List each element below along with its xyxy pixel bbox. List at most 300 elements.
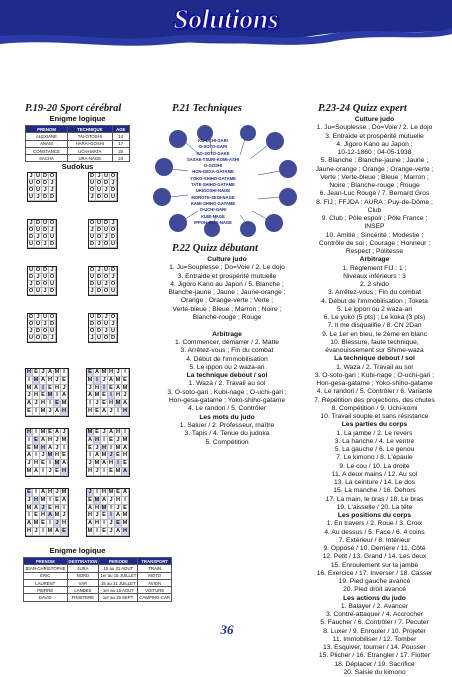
sudoku-grid [88, 219, 118, 249]
sudoku-cell: O [49, 173, 55, 179]
answer-line: Club [367, 206, 382, 214]
answer-line: Respect ; Politesse [345, 248, 404, 255]
sudoku-cell: D [110, 234, 116, 240]
sudoku-cell: D [28, 274, 34, 280]
table-row [24, 565, 172, 572]
sudoku-cell: O [35, 335, 41, 341]
answer-line: 20. Pied droit avancé [343, 586, 406, 594]
letter-cell: E [94, 408, 101, 416]
answer-line: 4. Début de l'immobilisation [186, 355, 268, 363]
letter-cell: E [47, 385, 54, 393]
letter-cell: E [33, 369, 40, 377]
sudoku-cell: O [110, 173, 116, 179]
letter-cell: E [115, 520, 122, 528]
letter-grid [86, 428, 130, 477]
letter-cell: E [122, 460, 129, 468]
sudoku-cell: J [110, 220, 117, 227]
answer-line: 3. Entraide et prospérité mutuelle [325, 132, 424, 140]
letter-cell: I [47, 400, 54, 408]
letter-cell: A [54, 429, 60, 435]
sudoku-cell: U [42, 314, 48, 320]
sudoku-cell: U [110, 194, 116, 200]
answer-line: 3. Tapis / 4. Tenue du judoka [184, 430, 270, 438]
letter-cell: M [94, 496, 100, 503]
sudoku-cell: U [28, 194, 34, 200]
sudoku-cell: O [103, 194, 109, 200]
letter-cell: H [26, 369, 32, 375]
sudoku-cell: J [103, 234, 110, 241]
sudoku-cell: U [35, 227, 41, 233]
sudoku-cell: D [96, 314, 102, 320]
sudoku-cell: D [103, 220, 109, 226]
section-title-techniques: P.21 Techniques [172, 103, 243, 114]
letter-cell: J [122, 392, 129, 400]
answer-line: 13. La ceinture / 14. Le dos [333, 479, 416, 486]
sudoku-cell: J [49, 187, 56, 194]
answer-line: 1. Saluer / 2. Professeur, maître [179, 421, 275, 429]
answer-line: Verte ; Verte-bleue ; Bleue ; Marron ; [320, 173, 429, 181]
logic2-table [23, 557, 172, 602]
sudoku-cell: O [103, 274, 109, 280]
letter-cell: M [61, 436, 67, 443]
answer-line: 4. Au dessus / 5. Face / 6. 4 coins [324, 528, 425, 536]
answer-line: 4. Début de l'immobilisation ; Toketa [321, 297, 428, 305]
sudoku-cell: U [28, 241, 34, 247]
letter-cell: I [33, 429, 40, 437]
letter-cell: J [47, 468, 54, 476]
sudoku-cell: U [96, 281, 102, 287]
letter-cell: H [122, 407, 128, 414]
sudoku-cell: U [49, 328, 55, 334]
letter-cell: H [33, 496, 39, 503]
letter-cell: I [115, 408, 122, 416]
letter-cell: A [47, 369, 53, 375]
table-cell: CAMPING-CAR [139, 595, 170, 601]
letter-cell: A [122, 489, 128, 495]
letter-cell: A [61, 460, 67, 467]
sudoku-cell: D [42, 227, 48, 233]
letter-cell: A [26, 400, 32, 407]
letter-cell: J [108, 497, 115, 505]
answer-line: 1. Règlement FIJ : 1 ; [342, 264, 407, 272]
letter-cell: M [54, 369, 60, 375]
technique-label: KUBI-NAGE [201, 213, 225, 219]
table-cell: 17 [112, 140, 129, 147]
letter-cell: M [61, 400, 67, 407]
sudoku-cell: J [35, 234, 42, 241]
sudoku-cell: J [110, 274, 117, 281]
letter-cell: J [26, 497, 33, 505]
sudoku-grid [27, 313, 57, 343]
letter-cell: E [54, 468, 61, 476]
sudoku-cell: D [35, 220, 41, 226]
letter-cell: I [108, 445, 115, 453]
page-title: Solutions [173, 4, 279, 34]
technique-label: IPPON-SEOI-NAGE [194, 219, 232, 225]
sudoku-cell: O [89, 187, 95, 193]
letter-cell: H [26, 527, 32, 534]
sudoku-cell: D [96, 274, 102, 280]
answer-line: 1. En travers / 2. Roue / 3. Croix [326, 520, 423, 528]
sudoku-cell: D [42, 194, 48, 200]
letter-cell: E [101, 400, 108, 408]
answer-line: 10-12-1860 ; 04-05-1938 [337, 149, 412, 156]
letter-cell: A [87, 392, 93, 399]
sudoku-cell: J [28, 173, 35, 180]
letter-cell: E [40, 392, 47, 400]
letter-cell: A [54, 407, 60, 414]
answer-line: 5. Compétition [205, 438, 249, 446]
sudoku-cell: D [35, 281, 41, 287]
sudoku-cell: U [103, 321, 109, 327]
letter-cell: J [87, 385, 94, 393]
table-cell: PIERRE [24, 587, 68, 594]
letter-cell: J [101, 429, 108, 437]
page-number: 36 [220, 622, 234, 637]
sudoku-cell: J [110, 321, 117, 328]
culture-title: Culture judo [354, 116, 395, 123]
letter-cell: E [26, 489, 33, 497]
table-cell: 15 au 31 AOUT [99, 565, 138, 572]
letter-cell: M [40, 407, 46, 414]
answer-line: 10. Blessure, faute technique, [330, 338, 419, 346]
letter-cell: H [108, 369, 114, 375]
letter-cell: A [40, 376, 46, 383]
letter-cell: E [33, 512, 40, 520]
sudoku-cell: J [103, 328, 110, 335]
answer-line: 7. Il me disqualifie / 8. CN 2Dan [327, 322, 422, 330]
letter-cell: J [108, 452, 115, 460]
letter-cell: A [33, 504, 39, 511]
answer-line: 1. Ju=Souplesse ; Do=Voie / 2. Le dojo [316, 124, 433, 132]
sudoku-cell: J [35, 314, 42, 321]
letter-cell: E [26, 445, 33, 453]
answer-line: 5. Le ippon ou 2 waza-ari [336, 305, 413, 313]
sudoku-cell: U [89, 314, 95, 320]
table-cell: TRAIN [138, 565, 172, 572]
letter-cell: M [101, 369, 107, 375]
sudoku-cell: O [110, 227, 116, 233]
letter-cell: M [47, 527, 53, 534]
letter-cell: M [26, 384, 32, 391]
answer-line: 8. Luxer / 9. Enrouler / 10. Projeter [323, 627, 426, 635]
technique-label: MOROTE-SEOI-NAGE [191, 194, 235, 200]
sudoku-cell: U [110, 288, 116, 294]
answer-line: 17. La main, le bras / 18. Le bras [325, 495, 424, 503]
letter-cell: H [94, 384, 100, 391]
table-cell: 20 [112, 147, 129, 154]
letter-cell: J [61, 385, 68, 393]
letter-cell: M [40, 429, 46, 435]
sudoku-grid [27, 172, 57, 202]
answer-line: 3. Arrêtez-vous ; Fin du combat [180, 347, 274, 355]
sudoku-grid [27, 219, 57, 249]
letter-cell: H [26, 429, 32, 435]
sudoku-cell: D [28, 314, 34, 320]
sudoku-cell: O [42, 234, 48, 240]
letter-cell: I [61, 505, 68, 513]
sudoku-cell: J [49, 180, 56, 187]
sudoku-grid [88, 266, 118, 296]
letter-cell: H [87, 512, 93, 519]
sudoku-cell: O [89, 220, 95, 226]
letter-cell: E [101, 528, 108, 536]
sudoku-cell: U [35, 187, 41, 193]
sudoku-cell: J [35, 194, 42, 201]
letter-cell: J [108, 520, 115, 528]
answer-line: 3. Contre-attaquer / 4. Accrocher [325, 611, 424, 618]
letter-cell: H [108, 460, 114, 467]
letter-cell: M [47, 452, 53, 459]
sudoku-cell: O [110, 314, 116, 320]
letter-cell: J [40, 505, 47, 513]
letter-cell: H [115, 496, 121, 503]
section-title-sport-cerebral: P.19-20 Sport cérébral [25, 103, 122, 114]
letter-cell: E [87, 497, 94, 505]
answer-line: 11. Immobiliser / 12. Tomber [332, 635, 417, 643]
sudoku-cell: J [42, 187, 49, 194]
letter-cell: J [61, 512, 68, 520]
letter-cell: I [47, 460, 54, 468]
table-header-cell: PERIODE [99, 558, 138, 565]
letter-cell: J [47, 408, 54, 416]
sudoku-cell: J [28, 220, 35, 227]
letter-cell: A [87, 520, 93, 527]
letter-cell: E [54, 400, 61, 408]
sudoku-cell: O [96, 234, 102, 240]
answer-line: 10. Amitié ; Sincérité ; Modestie ; [325, 231, 424, 239]
letter-cell: A [47, 512, 53, 519]
table-header-cell: DESTINATION [68, 558, 98, 564]
technique-label: KO-SOTO-GAKE [196, 150, 230, 156]
letter-cell: H [87, 407, 93, 414]
techniques-list [183, 138, 243, 226]
letter-cell: H [94, 504, 100, 511]
letter-cell: M [94, 460, 100, 467]
letter-cell: I [101, 468, 108, 476]
letter-cell: E [87, 369, 94, 377]
sudoku-cell: D [42, 267, 48, 273]
letter-cell: H [54, 452, 60, 459]
sudoku-cell: O [42, 281, 48, 287]
answer-line: Blanche-rouge ; Rouge [192, 314, 262, 322]
sudoku-cell: O [28, 288, 34, 294]
table-row [24, 587, 172, 594]
letter-cell: A [122, 444, 128, 451]
letter-cell: I [26, 512, 33, 520]
letter-cell: I [122, 429, 129, 437]
answer-line: 7. Répétition des projections, des chutes [314, 396, 435, 404]
letter-cell: H [101, 444, 107, 451]
sudoku-cell: D [42, 180, 48, 186]
letter-cell: E [40, 520, 47, 528]
sudoku-cell: J [42, 241, 49, 248]
letter-cell: A [101, 407, 107, 414]
letter-grid [86, 488, 130, 537]
positions-title: Les positions du corps [337, 512, 412, 519]
sudoku-cell: U [89, 180, 95, 186]
sudoku-cell: O [28, 321, 34, 327]
letter-cell: M [122, 384, 128, 391]
letter-cell: M [54, 460, 60, 467]
letter-cell: H [40, 400, 46, 407]
letter-cell: A [94, 369, 100, 375]
letter-cell: H [108, 400, 114, 407]
letter-cell: J [108, 408, 115, 416]
table-cell: URA-NAGE [68, 155, 113, 162]
sudoku-cell: J [103, 314, 110, 321]
sudoku-cell: D [96, 328, 102, 334]
answer-line: 6. Le yuko (5 pts) ; Le koka (3 pts) [323, 314, 426, 321]
sudoku-cell: O [96, 321, 102, 327]
letter-cell: J [54, 377, 61, 385]
table-cell: VAR [67, 579, 99, 586]
answer-line: Jaune-orange ; Orange ; Orange-verte ; [315, 165, 434, 173]
letter-cell: M [87, 527, 93, 534]
sudoku-cell: J [96, 241, 103, 248]
sudoku-cell: J [42, 321, 49, 328]
answer-line: 16. Exercice / 17. Inverser / 18. Casser [316, 569, 433, 577]
sudoku-cell: O [96, 180, 102, 186]
letter-cell: I [108, 505, 115, 513]
arbitrage-title: Arbitrage [359, 256, 390, 264]
answer-line: 2. 2 shido [360, 281, 389, 288]
sudoku-cell: J [35, 274, 42, 281]
sudoku-cell: U [28, 180, 34, 186]
table-cell: ANAIS [26, 140, 68, 147]
letter-cell: J [54, 520, 61, 528]
table-header-cell: PRENOM [24, 558, 68, 565]
answer-line: 3. Arrêtez-vous ; Fin du combat [328, 289, 421, 297]
letter-cell: H [33, 460, 39, 467]
letter-cell: H [47, 436, 53, 443]
letter-cell: E [115, 452, 122, 460]
answer-line: 5. Blanche ; Blanche-jaune ; Jaune ; [320, 157, 429, 165]
table-header-row [26, 126, 130, 133]
sudoku-cell: J [49, 267, 56, 274]
sudoku-cell: D [110, 187, 116, 193]
letter-cell: H [40, 444, 46, 451]
sudoku-cell: O [49, 220, 55, 226]
table-cell: 1er au 15 JUILLET [100, 573, 137, 579]
letter-cell: H [54, 504, 60, 511]
table-cell: JURA [67, 565, 99, 572]
letter-cell: E [108, 437, 115, 445]
sudoku-cell: J [89, 335, 96, 342]
sudoku-cell: D [49, 321, 55, 327]
letter-cell: M [47, 392, 53, 399]
letter-cell: A [54, 527, 60, 534]
letter-grid [86, 368, 130, 417]
table-row [24, 594, 172, 601]
letter-cell: A [26, 452, 32, 459]
letter-cell: E [61, 528, 68, 536]
sudoku-cell: U [96, 335, 102, 341]
answer-line: 13. Esquiver, tourner / 14. Pousser [323, 644, 426, 651]
sudoku-cell: D [89, 173, 95, 179]
letter-cell: H [122, 527, 128, 534]
letter-cell: H [61, 407, 67, 414]
sudoku-cell: J [89, 288, 96, 295]
table-row [26, 155, 130, 162]
answer-line: 4. Jigoro Kano au Japon / 5. Blanche ; [170, 280, 284, 288]
table-cell: 1er au 15 SEPT. [99, 594, 138, 601]
answer-line: 11. A deux mains / 12. Au sol [331, 470, 418, 478]
letter-cell: M [40, 496, 46, 503]
letter-cell: I [94, 377, 101, 385]
logic1-title: Enigme logique [49, 114, 106, 123]
answer-line: Blanche-jaune ; Jaune ; Jaune-orange ; [168, 289, 286, 297]
letter-cell: I [47, 497, 54, 505]
letter-cell: J [87, 460, 94, 468]
sudoku-cell: O [28, 187, 34, 193]
answer-line: 4. Le randori / 5. Contrôler / 6. Variante [316, 388, 433, 396]
sudoku-cell: J [89, 194, 96, 201]
answer-line: 9. Opposé / 10. Derrière / 11. Côté [323, 545, 426, 552]
sudoku-cell: U [35, 173, 41, 179]
letter-cell: A [115, 527, 121, 534]
letter-cell: M [122, 512, 128, 519]
answer-line: 19. L'aisselle / 20. La tête [336, 503, 413, 511]
answer-line: 7. Extérieur / 8. Intérieur [338, 536, 411, 544]
letter-cell: A [61, 392, 67, 399]
letter-cell: E [108, 468, 115, 476]
letter-cell: H [101, 489, 107, 495]
letter-cell: E [40, 460, 47, 468]
letter-cell: I [122, 497, 129, 505]
answer-line: 9. Le 1er en bleu, le 2ème en blanc [322, 330, 427, 338]
sudoku-cell: D [49, 288, 55, 294]
logic2-title: Enigme logique [49, 546, 106, 555]
answer-line: 5. Faucher / 6. Contrôler / 7. Pecuter [320, 619, 429, 627]
letter-cell: H [94, 520, 100, 527]
table-row [26, 147, 130, 154]
letter-cell: H [40, 512, 46, 519]
answer-line: 12. Petit / 13. Grand / 14. Les deux [322, 553, 427, 561]
table-cell: SACHA [26, 155, 68, 162]
technique-label: O-SOTO-GARI [198, 144, 228, 150]
table-cell: TAI-OTOSHI [68, 133, 113, 140]
letter-cell: M [101, 452, 107, 459]
letter-cell: J [54, 489, 61, 497]
letter-cell: H [61, 467, 67, 474]
letter-cell: I [54, 392, 61, 400]
sudoku-cell: O [89, 267, 95, 273]
sudoku-cell: O [28, 227, 34, 233]
letter-cell: E [47, 429, 54, 437]
letter-cell: J [87, 489, 94, 497]
letter-cell: A [40, 436, 46, 443]
sudoku-cell: U [49, 281, 55, 287]
technique-label: O-UCHI-GARI [199, 207, 227, 213]
table-header-row [24, 558, 172, 565]
technique-label: SASAE-TSURI-KOMI-ASHI [186, 156, 240, 162]
section-title-quiz-debutant: P.22 Quizz débutant [172, 243, 258, 254]
table-cell: UCHI-MATA [68, 147, 113, 154]
letter-cell: M [115, 444, 121, 451]
parties-title: Les parties du corps [341, 421, 408, 429]
sudoku-cell: J [110, 180, 117, 187]
table-row [26, 133, 130, 140]
table-row [24, 579, 172, 586]
sol-title: La technique debout / sol [334, 355, 415, 363]
table-header-cell: TECHNIQUE [68, 126, 113, 133]
sudoku-cell: J [96, 267, 103, 274]
answer-line: 19. Pied gauche avancé [338, 578, 411, 585]
technique-label: UKIGOSHI-NAGE [195, 188, 231, 194]
culture-title: Culture judo [207, 256, 247, 263]
letter-cell: J [54, 437, 61, 445]
